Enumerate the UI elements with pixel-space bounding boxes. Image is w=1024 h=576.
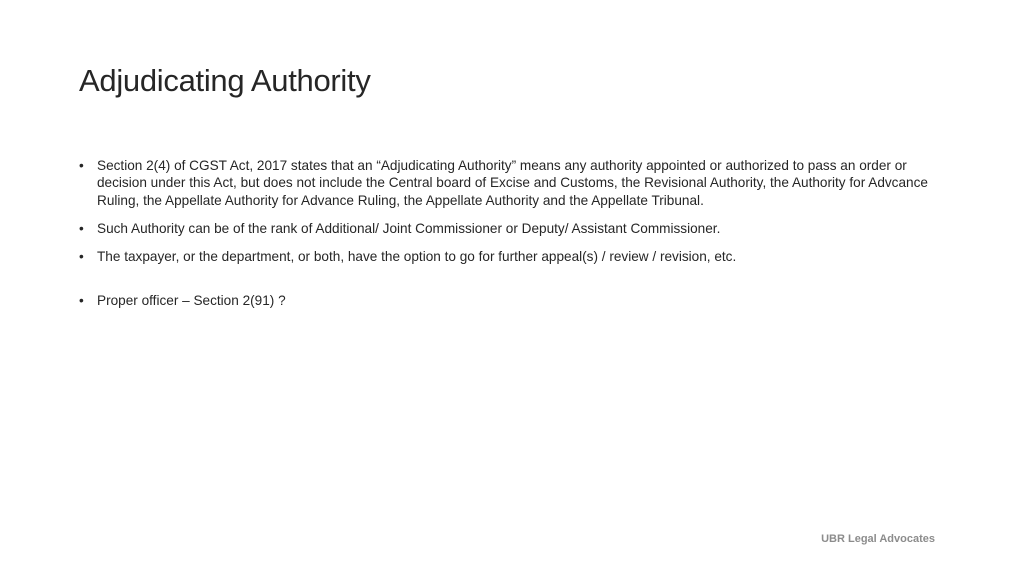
bullet-text: Such Authority can be of the rank of Additional/ Joint Commissioner or Deputy/ Assistant Commissioner. <box>97 220 721 236</box>
bullet-item <box>79 220 939 237</box>
bullet-item <box>79 157 939 209</box>
bullet-dot: • <box>79 220 84 236</box>
bullet-text: The taxpayer, or the department, or both, have the option to go for further appeal(s) / review / revision, etc. <box>97 249 737 265</box>
bullet-item <box>79 248 939 265</box>
bullet-dot: • <box>79 158 84 173</box>
bullet-dot: • <box>79 249 84 265</box>
bullet-list <box>79 157 939 321</box>
bullet-text: Section 2(4) of CGST Act, 2017 states that an “Adjudicating Authority” means any authority appointed or authorized to pass an order or decision under this Act, but does not include the Central board of Excise and Customs, the Revisional Authority, the Authority for Advcance Ruling, the Appellate Authority for Advance Ruling, the Appellate Authority and the Appellate Tribunal. <box>97 158 928 208</box>
bullet-text: Proper officer – Section 2(91) ? <box>97 293 286 309</box>
slide-title: Adjudicating Authority <box>79 63 371 98</box>
bullet-dot: • <box>79 293 84 309</box>
footer-brand: UBR Legal Advocates <box>821 533 935 545</box>
bullet-item <box>79 292 939 309</box>
